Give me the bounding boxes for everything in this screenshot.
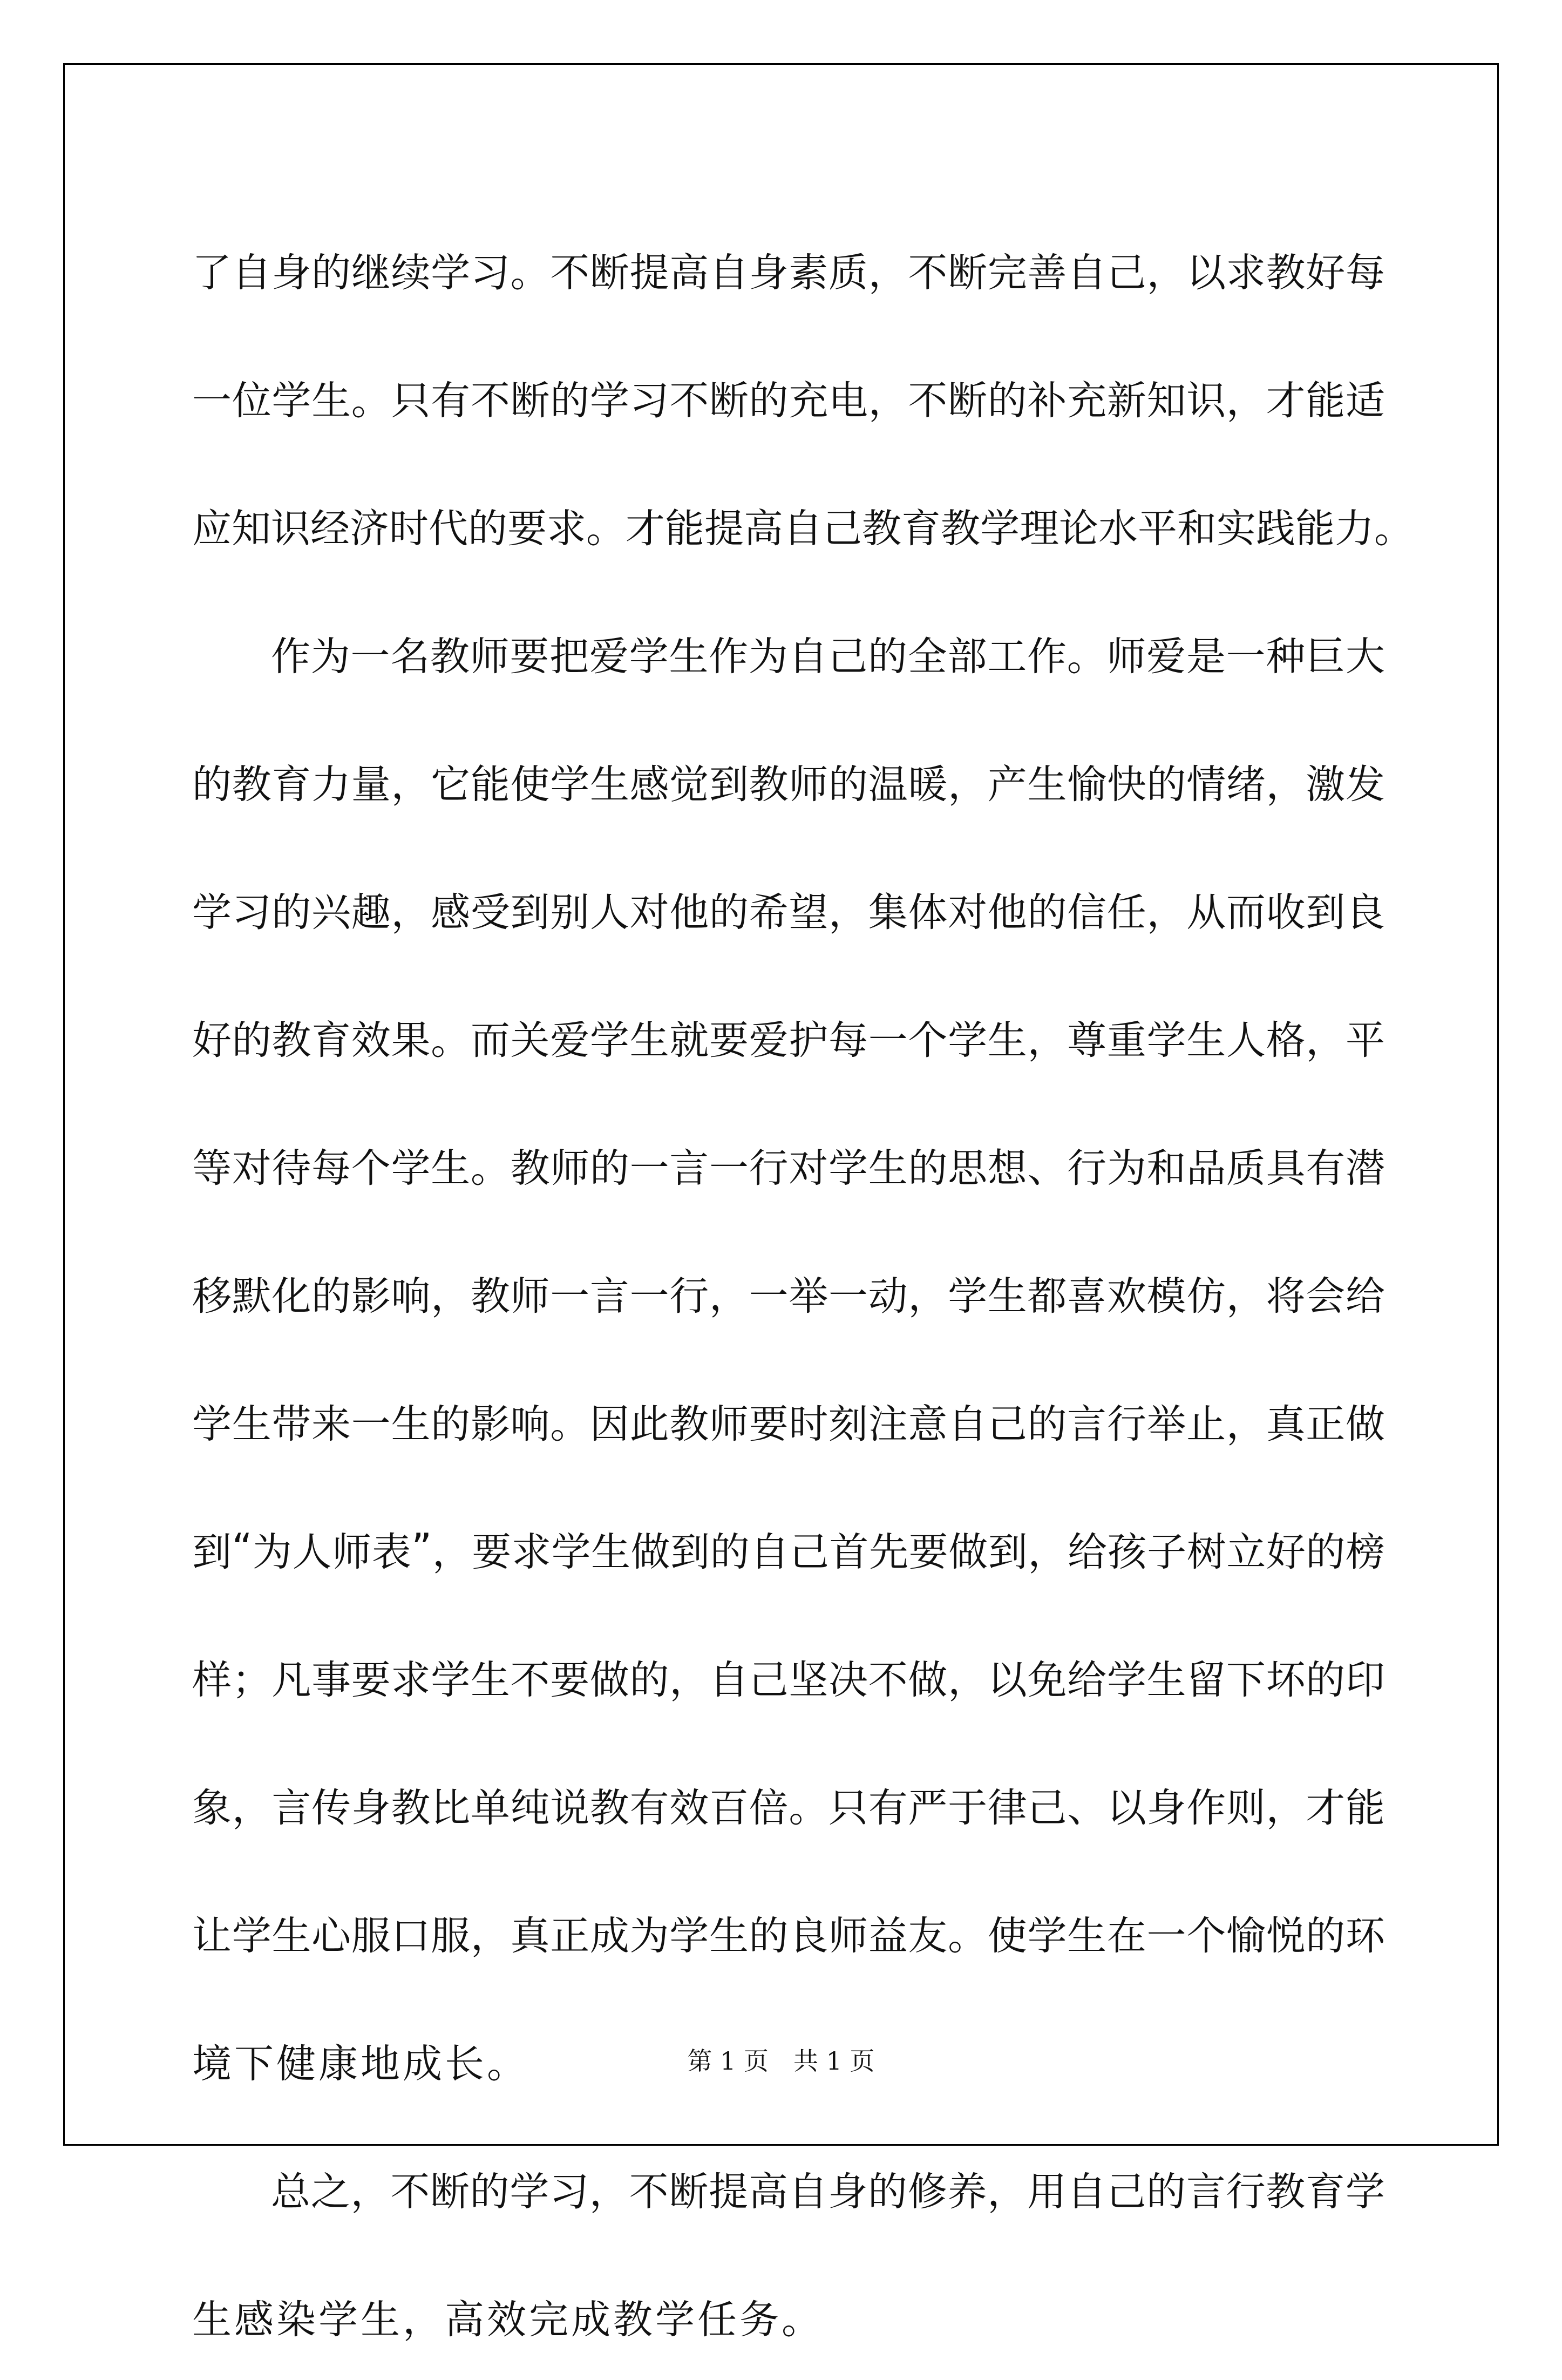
text-line: 境 下 健 康 地 成 长 。 (192, 2041, 526, 2087)
text-line: 学 习 的 兴 趣 ， 感 受 到 别 人 对 他 的 希 望 ， 集 体 对 他 的 信 任 ， 从 而 收 到 良 (192, 890, 1385, 935)
text-line: 让 学 生 心 服 口 服 ， 真 正 成 为 学 生 的 良 师 益 友 。 使 学 生 在 一 个 愉 悦 的 环 (192, 1913, 1385, 1959)
text-line: 象 ， 言 传 身 教 比 单 纯 说 教 有 效 百 倍 。 只 有 严 于 律 己 、 以 身 作 则 ， 才 能 (192, 1785, 1385, 1831)
text-line: 了 自 身 的 继 续 学 习 。 不 断 提 高 自 身 素 质 ， 不 断 完 善 自 己 ， 以 求 教 好 每 (192, 250, 1385, 296)
text-line: 生 感 染 学 生 ， 高 效 完 成 教 学 任 务 。 (192, 2297, 821, 2343)
page-footer: 第 1 页 共 1 页 (687, 2046, 875, 2076)
text-line: 的 教 育 力 量 ， 它 能 使 学 生 感 觉 到 教 师 的 温 暖 ， 产 生 愉 快 的 情 绪 ， 激 发 (192, 762, 1385, 808)
text-line: 好 的 教 育 效 果 。 而 关 爱 学 生 就 要 爱 护 每 一 个 学 生 ， 尊 重 学 生 人 格 ， 平 (192, 1018, 1385, 1063)
text-line: 等 对 待 每 个 学 生 。 教 师 的 一 言 一 行 对 学 生 的 思 想 、 行 为 和 品 质 具 有 潜 (192, 1145, 1385, 1191)
text-line: 样 ； 凡 事 要 求 学 生 不 要 做 的 ， 自 己 坚 决 不 做 ， 以 免 给 学 生 留 下 坏 的 印 (192, 1657, 1385, 1703)
text-line: 总 之 ， 不 断 的 学 习 ， 不 断 提 高 自 身 的 修 养 ， 用 自 己 的 言 行 教 育 学 (271, 2169, 1385, 2215)
text-line: 应 知 识 经 济 时 代 的 要 求 。 才 能 提 高 自 己 教 育 教 学 理 论 水 平 和 实 践 能 力 。 (192, 506, 1414, 552)
text-line: 移 默 化 的 影 响 ， 教 师 一 言 一 行 ， 一 举 一 动 ， 学 生 都 喜 欢 模 仿 ， 将 会 给 (192, 1273, 1385, 1319)
text-line: 作 为 一 名 教 师 要 把 爱 学 生 作 为 自 己 的 全 部 工 作 。 师 爱 是 一 种 巨 大 (271, 634, 1385, 680)
text-line: 到 “ 为 人 师 表 ” ， 要 求 学 生 做 到 的 自 己 首 先 要 做 到 ， 给 孩 子 树 立 好 的 榜 (192, 1525, 1385, 1575)
text-line: 学 生 带 来 一 生 的 影 响 。 因 此 教 师 要 时 刻 注 意 自 己 的 言 行 举 止 ， 真 正 做 (192, 1401, 1385, 1447)
text-line: 一 位 学 生 。 只 有 不 断 的 学 习 不 断 的 充 电 ， 不 断 的 补 充 新 知 识 ， 才 能 适 (192, 378, 1385, 424)
